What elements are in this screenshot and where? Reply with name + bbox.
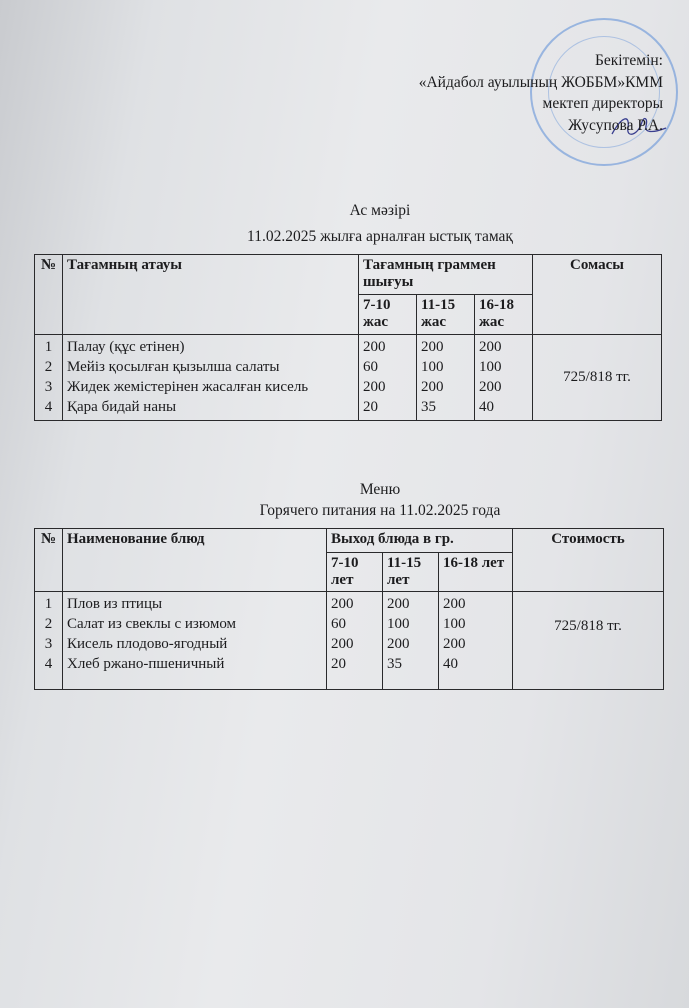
ru-header-age-7-10: 7-10 лет xyxy=(327,553,383,592)
kz-row-num: 3 xyxy=(44,379,53,395)
kz-weight-value: 200 xyxy=(363,339,386,355)
ru-header-name: Наименование блюд xyxy=(63,529,327,592)
ru-header-age-11-15: 11-15 лет xyxy=(383,553,439,592)
ru-menu-table xyxy=(34,528,664,690)
kz-dish-name: Қара бидай наны xyxy=(67,399,177,415)
ru-weight-value: 35 xyxy=(387,656,402,672)
ru-row-num: 1 xyxy=(44,596,53,612)
kz-menu-table xyxy=(34,254,662,421)
ru-header-weight: Выход блюда в гр. xyxy=(327,529,513,553)
kz-weight-value: 200 xyxy=(479,339,502,355)
ru-dish-name: Плов из птицы xyxy=(67,596,163,612)
kz-row-num: 2 xyxy=(44,359,53,375)
ru-weight-value: 20 xyxy=(331,656,346,672)
approval-block xyxy=(419,50,663,136)
approval-line-1: Бекітемін: xyxy=(595,52,663,69)
ru-weight-value: 60 xyxy=(331,616,346,632)
kz-dish-name: Жидек жемістерінен жасалған кисель xyxy=(67,379,309,395)
ru-weight-value: 100 xyxy=(387,616,410,632)
ru-num-column xyxy=(35,592,63,690)
ru-weight-value: 200 xyxy=(443,596,466,612)
kz-dish-name: Мейіз қосылған қызылша салаты xyxy=(67,359,280,375)
kz-header-price: Сомасы xyxy=(533,255,662,335)
ru-dish-name: Салат из свеклы с изюмом xyxy=(67,616,237,632)
kz-title: Ас мәзірі xyxy=(349,202,411,219)
kz-weight-value: 200 xyxy=(363,379,386,395)
kz-weight-value: 60 xyxy=(363,359,378,375)
ru-weight-value: 40 xyxy=(443,656,458,672)
kz-total-price: 725/818 тг. xyxy=(533,335,662,421)
ru-age-16-18-column xyxy=(439,592,513,690)
kz-dish-name: Палау (құс етінен) xyxy=(67,339,185,355)
kz-name-column xyxy=(63,335,359,421)
ru-weight-value: 200 xyxy=(331,596,354,612)
ru-row-num: 4 xyxy=(44,656,53,672)
ru-total-price: 725/818 тг. xyxy=(513,592,664,690)
kz-weight-value: 100 xyxy=(421,359,444,375)
approval-line-3: мектеп директоры xyxy=(542,95,663,112)
kz-weight-value: 200 xyxy=(421,379,444,395)
kz-weight-value: 20 xyxy=(363,399,378,415)
ru-header-num: № xyxy=(35,529,63,592)
kz-header-num: № xyxy=(35,255,63,335)
kz-weight-value: 100 xyxy=(479,359,502,375)
kz-header-name: Тағамның атауы xyxy=(63,255,359,335)
kz-num-column xyxy=(35,335,63,421)
kz-header-age-16-18: 16-18 жас xyxy=(475,295,533,335)
approval-line-4: Жусупова Р.А. xyxy=(568,116,663,134)
ru-row-num: 2 xyxy=(44,616,53,632)
ru-subtitle: Горячего питания на 11.02.2025 года xyxy=(259,502,501,519)
kz-age-16-18-column xyxy=(475,335,533,421)
ru-age-11-15-column xyxy=(383,592,439,690)
ru-weight-value: 100 xyxy=(443,616,466,632)
ru-name-column xyxy=(63,592,327,690)
kz-header-age-7-10: 7-10 жас xyxy=(359,295,417,335)
ru-weight-value: 200 xyxy=(443,636,466,652)
ru-header-price: Стоимость xyxy=(513,529,664,592)
ru-weight-value: 200 xyxy=(387,596,410,612)
ru-title: Меню xyxy=(359,481,401,498)
kz-age-11-15-column xyxy=(417,335,475,421)
kz-header-weight: Тағамның граммен шығуы xyxy=(359,255,533,295)
ru-dish-name: Кисель плодово-ягодный xyxy=(67,636,228,652)
ru-weight-value: 200 xyxy=(331,636,354,652)
ru-dish-name: Хлеб ржано-пшеничный xyxy=(67,656,225,672)
kz-row-num: 1 xyxy=(44,339,53,355)
kz-weight-value: 200 xyxy=(421,339,444,355)
kz-header-age-11-15: 11-15 жас xyxy=(417,295,475,335)
kz-age-7-10-column xyxy=(359,335,417,421)
kz-subtitle: 11.02.2025 жылға арналған ыстық тамақ xyxy=(247,228,513,245)
kz-weight-value: 200 xyxy=(479,379,502,395)
approval-line-2: «Айдабол ауылының ЖОББМ»КММ xyxy=(418,73,663,91)
ru-age-7-10-column xyxy=(327,592,383,690)
ru-weight-value: 200 xyxy=(387,636,410,652)
kz-weight-value: 40 xyxy=(479,399,494,415)
ru-header-age-16-18: 16-18 лет xyxy=(439,553,513,592)
ru-row-num: 3 xyxy=(44,636,53,652)
kz-weight-value: 35 xyxy=(421,399,436,415)
kz-row-num: 4 xyxy=(44,399,53,415)
